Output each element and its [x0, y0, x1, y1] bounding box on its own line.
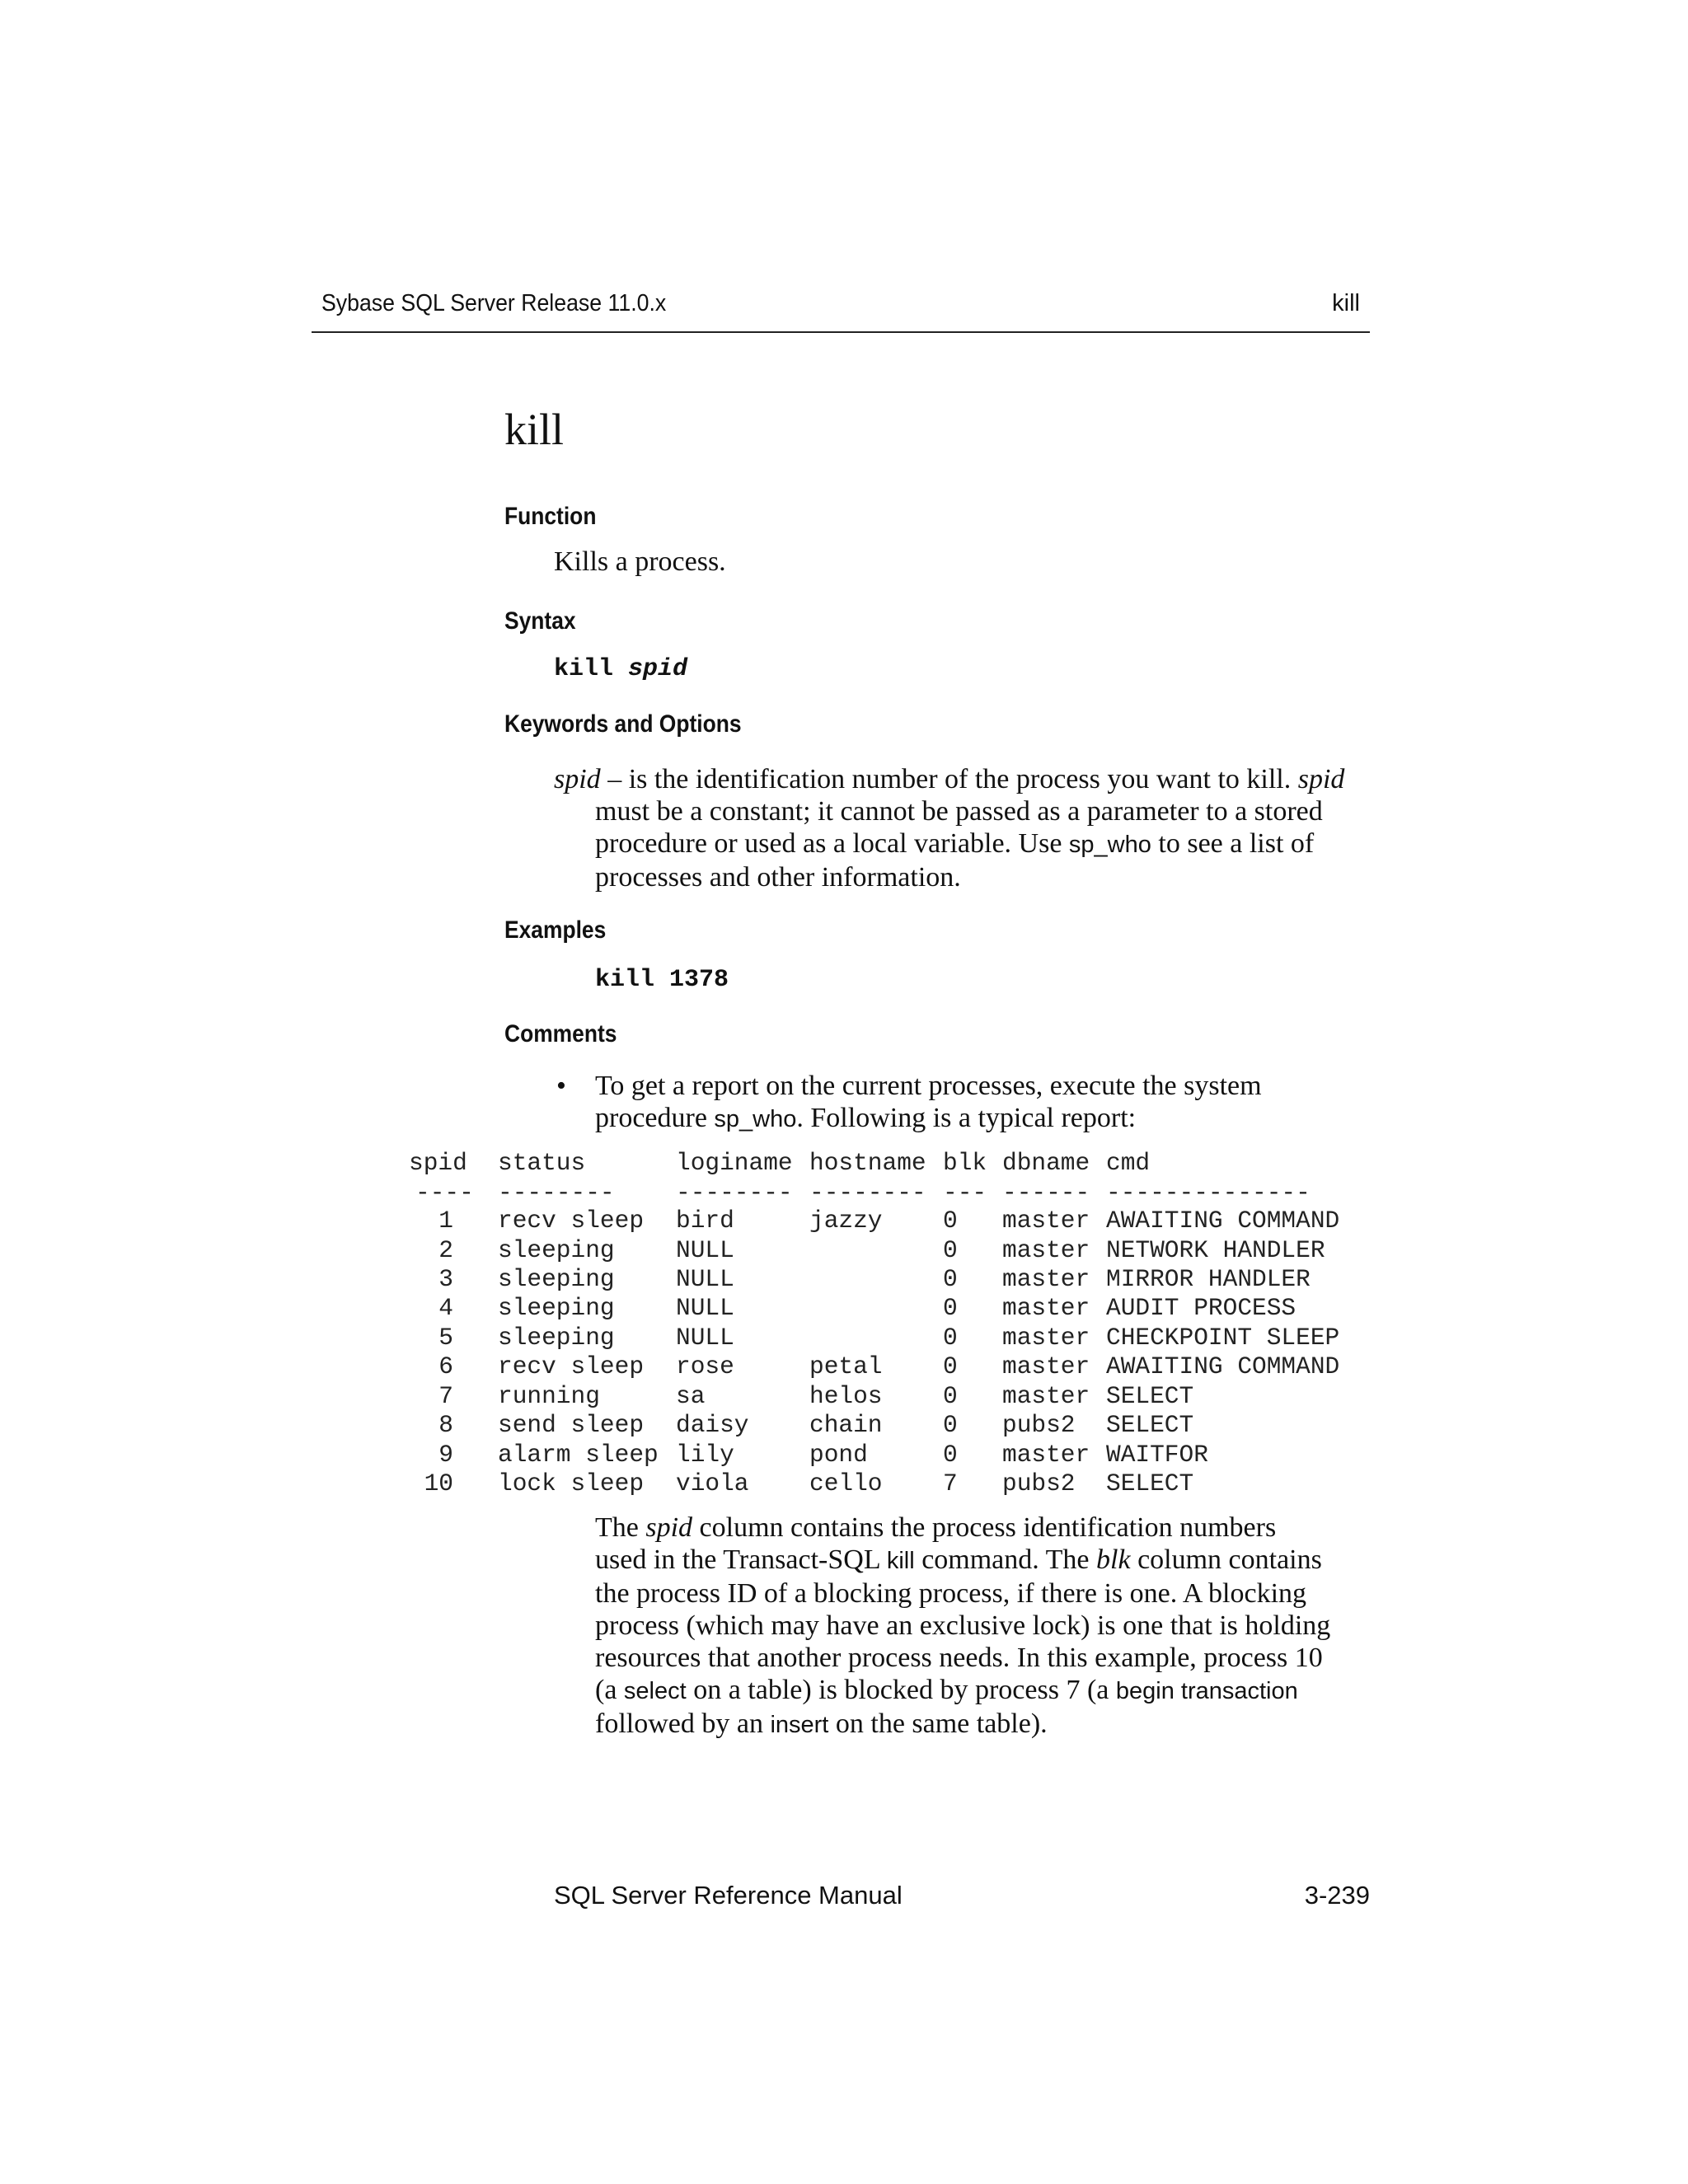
report-cell-blk: 0	[943, 1265, 958, 1293]
report-cell-dbname: master	[1002, 1294, 1090, 1322]
report-cell-dbname: pubs2	[1002, 1411, 1076, 1439]
example-code: kill 1378	[595, 966, 729, 994]
report-cell-cmd: WAITFOR	[1106, 1441, 1208, 1469]
syntax-argument: spid	[628, 655, 688, 683]
explanation-line-6: (a select on a table) is blocked by process 7 (a begin transaction	[595, 1675, 1298, 1705]
page-title: kill	[504, 405, 565, 454]
keywords-line-3: procedure or used as a local variable. Use sp_who to see a list of	[595, 828, 1315, 859]
report-cell-hostname: cello	[809, 1469, 883, 1497]
header-product: Sybase SQL Server Release 11.0.x	[321, 290, 667, 316]
header-topic: kill	[1332, 290, 1360, 316]
report-cell-status: sleeping	[498, 1324, 615, 1352]
keywords-line-4: processes and other information.	[595, 862, 961, 893]
comments-line-2: procedure sp_who. Following is a typical report:	[595, 1103, 1137, 1133]
explanation-line-7: followed by an insert on the same table).	[595, 1708, 1048, 1739]
keywords-line-1: spid – is the identification number of the process you want to kill. spid	[554, 764, 1345, 794]
function-heading: Function	[504, 503, 597, 530]
report-header-spid: spid	[409, 1149, 467, 1177]
report-cell-dbname: master	[1002, 1324, 1090, 1352]
spid-term: spid	[554, 764, 601, 794]
footer-manual: SQL Server Reference Manual	[554, 1881, 903, 1910]
report-header-cmd: cmd	[1106, 1149, 1151, 1177]
report-cell-spid: 2	[438, 1236, 453, 1264]
report-cell-loginame: lily	[676, 1441, 734, 1469]
report-cell-hostname: jazzy	[809, 1207, 883, 1235]
report-cell-blk: 0	[943, 1441, 958, 1469]
report-cell-status: sleeping	[498, 1236, 615, 1264]
report-cell-dbname: master	[1002, 1265, 1090, 1293]
report-cell-cmd: SELECT	[1106, 1382, 1194, 1410]
report-cell-blk: 0	[943, 1236, 958, 1264]
report-cell-hostname: helos	[809, 1382, 883, 1410]
function-text: Kills a process.	[554, 546, 726, 577]
report-cell-loginame: NULL	[676, 1294, 734, 1322]
report-cell-status: recv sleep	[498, 1352, 645, 1380]
report-cell-cmd: AWAITING COMMAND	[1106, 1207, 1340, 1235]
report-separator-blk: ---	[943, 1179, 987, 1207]
explanation-line-2: used in the Transact-SQL kill command. The blk column contains	[595, 1544, 1322, 1575]
report-cell-spid: 7	[438, 1382, 453, 1410]
syntax-heading: Syntax	[504, 607, 576, 635]
report-cell-blk: 0	[943, 1382, 958, 1410]
sp-who-code: sp_who	[714, 1106, 797, 1132]
report-cell-loginame: bird	[676, 1207, 734, 1235]
explanation-paragraph	[595, 1511, 1411, 1741]
report-cell-dbname: pubs2	[1002, 1469, 1076, 1497]
report-cell-spid: 6	[438, 1352, 453, 1380]
report-cell-loginame: rose	[676, 1352, 734, 1380]
report-header-dbname: dbname	[1002, 1149, 1090, 1177]
report-cell-dbname: master	[1002, 1236, 1090, 1264]
report-cell-spid: 8	[438, 1411, 453, 1439]
comments-paragraph	[554, 1070, 1370, 1136]
report-cell-spid: 4	[438, 1294, 453, 1322]
report-separator-cmd: --------------	[1106, 1179, 1311, 1207]
report-cell-spid: 5	[438, 1324, 453, 1352]
page-number: 3-239	[1304, 1881, 1370, 1910]
report-cell-spid: 1	[438, 1207, 453, 1235]
keywords-paragraph	[554, 763, 1370, 893]
report-separator-hostname: --------	[809, 1179, 926, 1207]
report-cell-dbname: master	[1002, 1207, 1090, 1235]
report-cell-blk: 0	[943, 1294, 958, 1322]
report-cell-status: lock sleep	[498, 1469, 645, 1497]
report-separator-spid: ----	[415, 1179, 474, 1207]
report-header-blk: blk	[943, 1149, 987, 1177]
report-cell-loginame: NULL	[676, 1236, 734, 1264]
running-header	[312, 290, 1370, 333]
report-cell-cmd: MIRROR HANDLER	[1106, 1265, 1311, 1293]
report-cell-status: running	[498, 1382, 600, 1410]
syntax-line	[554, 655, 687, 683]
report-cell-hostname: petal	[809, 1352, 883, 1380]
syntax-command: kill	[554, 655, 614, 683]
report-cell-blk: 0	[943, 1352, 958, 1380]
report-cell-loginame: NULL	[676, 1265, 734, 1293]
report-cell-cmd: NETWORK HANDLER	[1106, 1236, 1325, 1264]
comments-line-1: To get a report on the current processes, execute the system	[595, 1071, 1262, 1101]
report-cell-status: recv sleep	[498, 1207, 645, 1235]
report-cell-blk: 0	[943, 1324, 958, 1352]
report-separator-status: --------	[498, 1179, 615, 1207]
report-header-loginame: loginame	[676, 1149, 793, 1177]
report-cell-cmd: AUDIT PROCESS	[1106, 1294, 1296, 1322]
explanation-line-5: resources that another process needs. In this example, process 10	[595, 1643, 1323, 1673]
bullet-marker: •	[556, 1071, 566, 1101]
report-cell-hostname: chain	[809, 1411, 883, 1439]
report-cell-loginame: viola	[676, 1469, 749, 1497]
report-cell-blk: 0	[943, 1207, 958, 1235]
report-cell-loginame: daisy	[676, 1411, 749, 1439]
report-separator-dbname: ------	[1002, 1179, 1090, 1207]
report-cell-cmd: CHECKPOINT SLEEP	[1106, 1324, 1340, 1352]
explanation-line-3: the process ID of a blocking process, if there is one. A blocking	[595, 1578, 1307, 1609]
report-separator-loginame: --------	[676, 1179, 793, 1207]
report-cell-cmd: SELECT	[1106, 1411, 1194, 1439]
report-cell-cmd: AWAITING COMMAND	[1106, 1352, 1340, 1380]
report-cell-blk: 0	[943, 1411, 958, 1439]
report-cell-status: sleeping	[498, 1265, 615, 1293]
report-cell-dbname: master	[1002, 1382, 1090, 1410]
report-cell-hostname: pond	[809, 1441, 868, 1469]
report-cell-blk: 7	[943, 1469, 958, 1497]
explanation-line-1: The spid column contains the process identification numbers	[595, 1512, 1277, 1543]
report-cell-spid: 3	[438, 1265, 453, 1293]
keywords-line-2: must be a constant; it cannot be passed as a parameter to a stored	[595, 796, 1323, 827]
report-cell-dbname: master	[1002, 1441, 1090, 1469]
examples-heading: Examples	[504, 916, 607, 944]
report-cell-cmd: SELECT	[1106, 1469, 1194, 1497]
report-cell-dbname: master	[1002, 1352, 1090, 1380]
report-cell-loginame: NULL	[676, 1324, 734, 1352]
keywords-heading: Keywords and Options	[504, 710, 742, 738]
explanation-line-4: process (which may have an exclusive lock) is one that is holding	[595, 1610, 1331, 1641]
report-cell-status: send sleep	[498, 1411, 645, 1439]
report-header-status: status	[498, 1149, 586, 1177]
comments-heading: Comments	[504, 1020, 617, 1047]
report-cell-status: alarm sleep	[498, 1441, 659, 1469]
report-cell-loginame: sa	[676, 1382, 706, 1410]
report-cell-spid: 10	[424, 1469, 453, 1497]
report-header-hostname: hostname	[809, 1149, 926, 1177]
sp-who-code: sp_who	[1068, 832, 1151, 858]
report-cell-spid: 9	[438, 1441, 453, 1469]
report-cell-status: sleeping	[498, 1294, 615, 1322]
